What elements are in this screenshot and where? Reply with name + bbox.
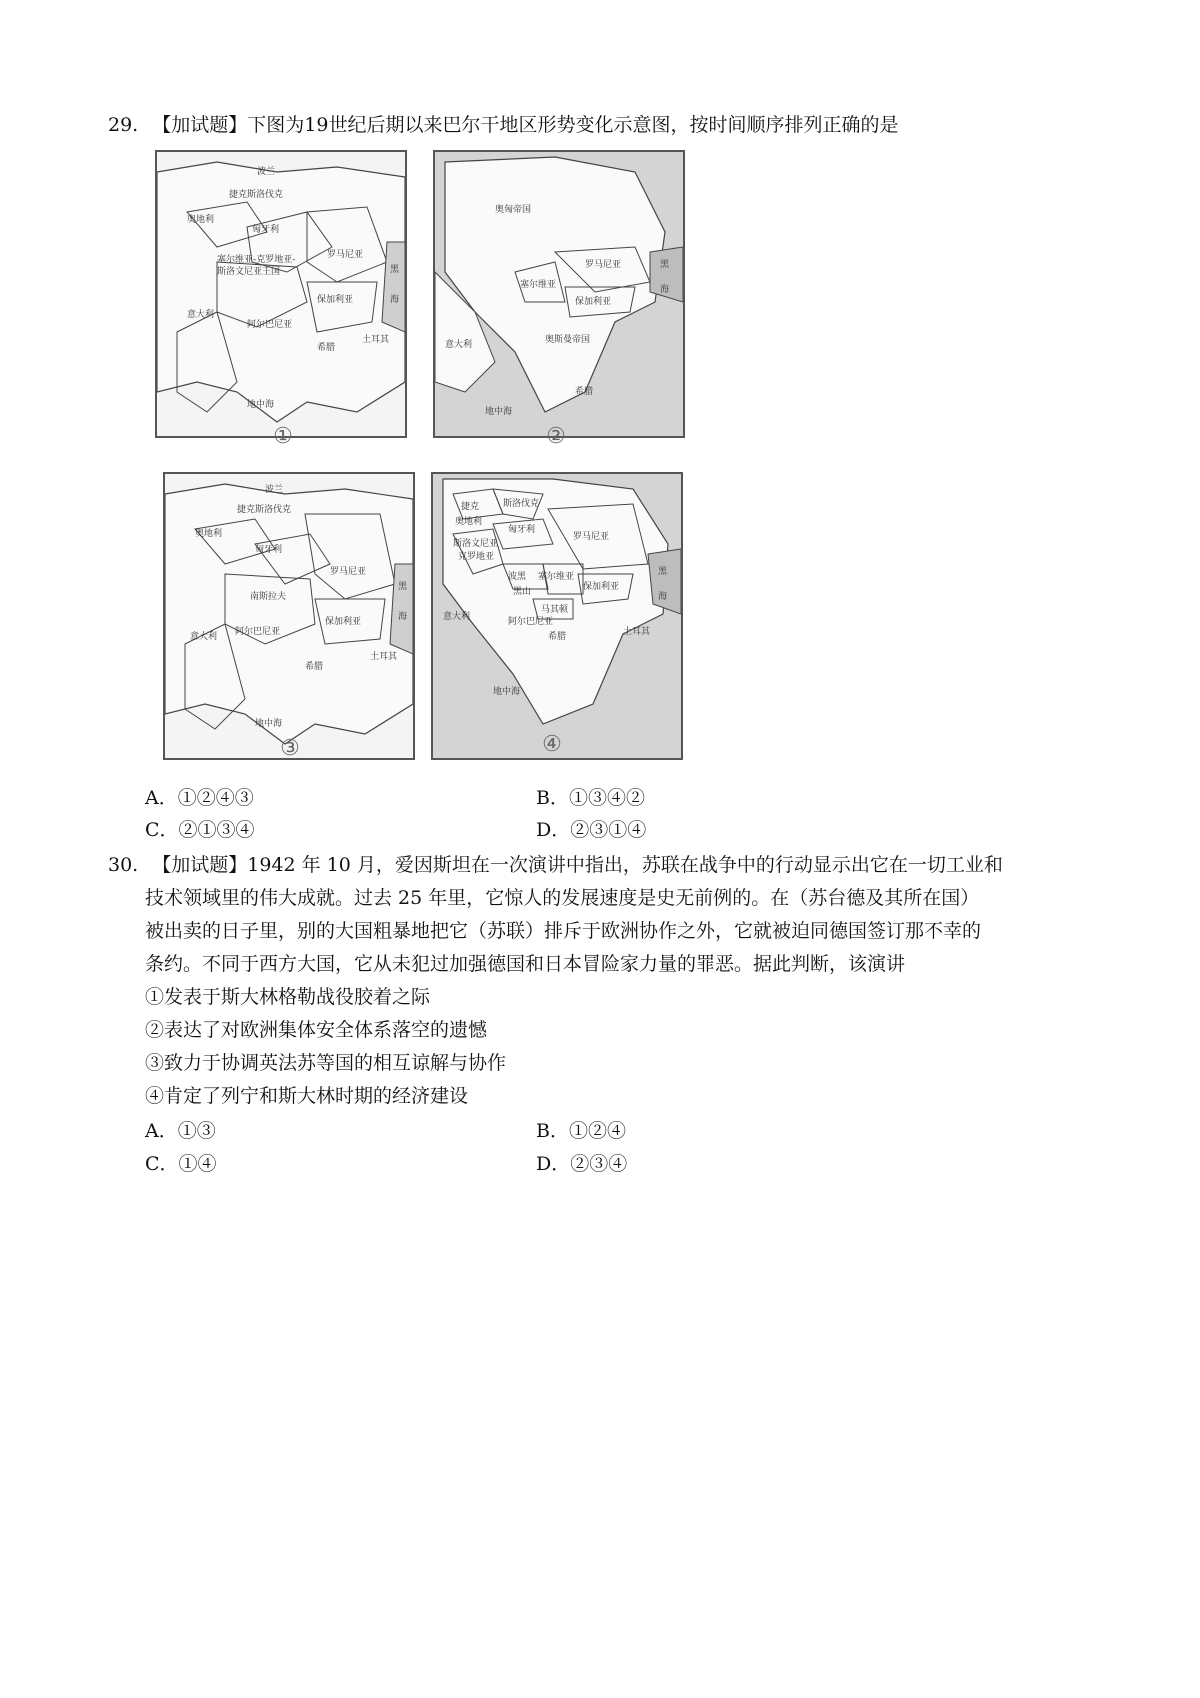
map-3-label-5: 南斯拉夫 (250, 592, 287, 602)
option-label: B． (536, 1120, 569, 1142)
map-2-label-8: 黑 (660, 260, 670, 270)
option-value: ①④ (178, 1153, 217, 1175)
map-3-figure (165, 474, 413, 758)
map-1-label-9: 阿尔巴尼亚 (247, 320, 293, 330)
question-30-line-4: 条约。不同于西方大国，它从未犯过加强德国和日本冒险家力量的罪恶。据此判断，该演讲 (145, 953, 906, 975)
map-1-label-0: 波兰 (257, 167, 276, 177)
map-4-label-18: 海 (658, 592, 668, 602)
map-2 (433, 150, 685, 438)
map-3-label-10: 希腊 (305, 662, 324, 672)
option-label: C． (145, 1153, 179, 1175)
statement-1: ①发表于斯大林格勒战役胶着之际 (145, 986, 431, 1008)
statement-2: ②表达了对欧洲集体安全体系落空的遗憾 (145, 1019, 488, 1041)
map-1-label-12: 地中海 (247, 400, 275, 410)
option-value: ①②④③ (177, 787, 254, 809)
map-2-label-6: 希腊 (575, 387, 594, 397)
option-label: A． (145, 787, 178, 809)
map-3-number: ③ (280, 736, 300, 761)
map-3 (163, 472, 415, 760)
map-2-label-1: 罗马尼亚 (585, 260, 622, 270)
map-3-label-12: 黑 (398, 582, 408, 592)
map-1-label-14: 海 (390, 295, 400, 305)
map-4-number: ④ (542, 732, 562, 757)
map-4-label-13: 意大利 (443, 612, 471, 622)
map-1-label-8: 意大利 (187, 310, 215, 320)
q30-option-b[interactable] (536, 1118, 626, 1144)
question-29-text: 【加试题】下图为19世纪后期以来巴尔干地区形势变化示意图，按时间顺序排列正确的是 (152, 114, 899, 136)
option-value: ①②④ (568, 1120, 626, 1142)
statement-3: ③致力于协调英法苏等国的相互谅解与协作 (145, 1052, 507, 1074)
map-1-label-10: 土耳其 (362, 335, 390, 345)
map-1-label-13: 黑 (390, 265, 400, 275)
option-value: ②③④ (570, 1153, 628, 1175)
option-value: ②③①④ (570, 819, 647, 841)
question-30-line-2: 技术领域里的伟大成就。过去 25 年里，它惊人的发展速度是史无前例的。在（苏台德及其所在国） (145, 887, 980, 909)
option-value: ①③④② (568, 787, 645, 809)
map-2-label-2: 塞尔维亚 (520, 280, 557, 290)
map-1-figure (157, 152, 405, 436)
map-1-label-4: 罗马尼亚 (327, 250, 364, 260)
q29-option-b[interactable] (536, 785, 645, 811)
map-2-label-7: 地中海 (485, 407, 513, 417)
map-4-label-3: 匈牙利 (508, 525, 536, 535)
map-4-label-12: 阿尔巴尼亚 (508, 617, 554, 627)
question-30-line-1 (108, 852, 1003, 878)
q30-option-a[interactable] (145, 1118, 216, 1144)
map-4-label-5: 斯洛文尼亚 (453, 539, 499, 549)
map-1 (155, 150, 407, 438)
map-1-label-11: 希腊 (317, 343, 336, 353)
map-4-label-0: 捷克 (461, 502, 480, 512)
map-4 (431, 472, 683, 760)
question-29-number: 29. (108, 114, 139, 136)
q30-option-d[interactable] (536, 1151, 627, 1177)
map-1-label-3: 匈牙利 (252, 225, 280, 235)
map-3-label-13: 海 (398, 612, 408, 622)
option-label: A． (145, 1120, 178, 1142)
map-4-label-11: 马其顿 (541, 605, 569, 615)
q29-option-a[interactable] (145, 785, 254, 811)
map-3-label-11: 地中海 (255, 719, 283, 729)
statement-4: ④肯定了列宁和斯大林时期的经济建设 (145, 1085, 469, 1107)
map-2-label-4: 奥斯曼帝国 (545, 335, 591, 345)
map-1-label-2: 奥地利 (187, 215, 215, 225)
map-2-label-3: 保加利亚 (575, 297, 612, 307)
map-2-number: ② (546, 424, 566, 449)
map-4-label-1: 斯洛伐克 (503, 499, 540, 509)
option-value: ②①③④ (178, 819, 255, 841)
map-4-label-16: 地中海 (493, 687, 521, 697)
map-3-label-6: 保加利亚 (325, 617, 362, 627)
map-3-label-9: 土耳其 (370, 652, 398, 662)
map-4-label-17: 黑 (658, 567, 668, 577)
option-label: C． (145, 819, 179, 841)
map-2-figure (435, 152, 683, 436)
option-label: D． (536, 1153, 571, 1175)
map-3-label-0: 波兰 (265, 485, 284, 495)
q30-option-c[interactable] (145, 1151, 217, 1177)
map-1-label-6: 斯洛文尼亚王国 (217, 267, 281, 277)
map-1-number: ① (273, 424, 293, 449)
map-4-label-8: 塞尔维亚 (538, 572, 575, 582)
map-2-label-0: 奥匈帝国 (495, 205, 532, 215)
map-3-label-4: 罗马尼亚 (330, 567, 367, 577)
q29-option-d[interactable] (536, 817, 646, 843)
option-label: D． (536, 819, 571, 841)
map-1-label-1: 捷克斯洛伐克 (229, 190, 284, 200)
question-29 (108, 112, 898, 138)
map-4-label-2: 奥地利 (455, 517, 483, 527)
question-30-number: 30. (108, 854, 139, 876)
map-3-label-3: 匈牙利 (255, 545, 283, 555)
map-2-label-5: 意大利 (445, 340, 473, 350)
q29-option-c[interactable] (145, 817, 255, 843)
map-3-label-2: 奥地利 (195, 529, 223, 539)
map-4-label-7: 波黑 (508, 572, 527, 582)
map-4-label-6: 克罗地亚 (458, 552, 495, 562)
map-4-label-15: 土耳其 (623, 627, 651, 637)
map-3-label-8: 阿尔巴尼亚 (235, 627, 281, 637)
map-1-label-7: 保加利亚 (317, 295, 354, 305)
map-2-label-9: 海 (660, 285, 670, 295)
map-3-label-7: 意大利 (190, 632, 218, 642)
question-30-text-1: 【加试题】1942 年 10 月，爱因斯坦在一次演讲中指出，苏联在战争中的行动显示出它在一切工业和 (152, 854, 1003, 876)
map-4-label-10: 保加利亚 (583, 582, 620, 592)
map-4-label-4: 罗马尼亚 (573, 532, 610, 542)
option-value: ①③ (177, 1120, 216, 1142)
question-30-line-3: 被出卖的日子里，别的大国粗暴地把它（苏联）排斥于欧洲协作之外，它就被迫同德国签订那不幸的 (145, 920, 982, 942)
map-3-label-1: 捷克斯洛伐克 (237, 505, 292, 515)
map-4-figure (433, 474, 681, 758)
map-4-label-14: 希腊 (548, 632, 567, 642)
map-1-label-5: 塞尔维亚-克罗地亚- (217, 255, 296, 265)
option-label: B． (536, 787, 569, 809)
map-4-label-9: 黑山 (513, 587, 532, 597)
